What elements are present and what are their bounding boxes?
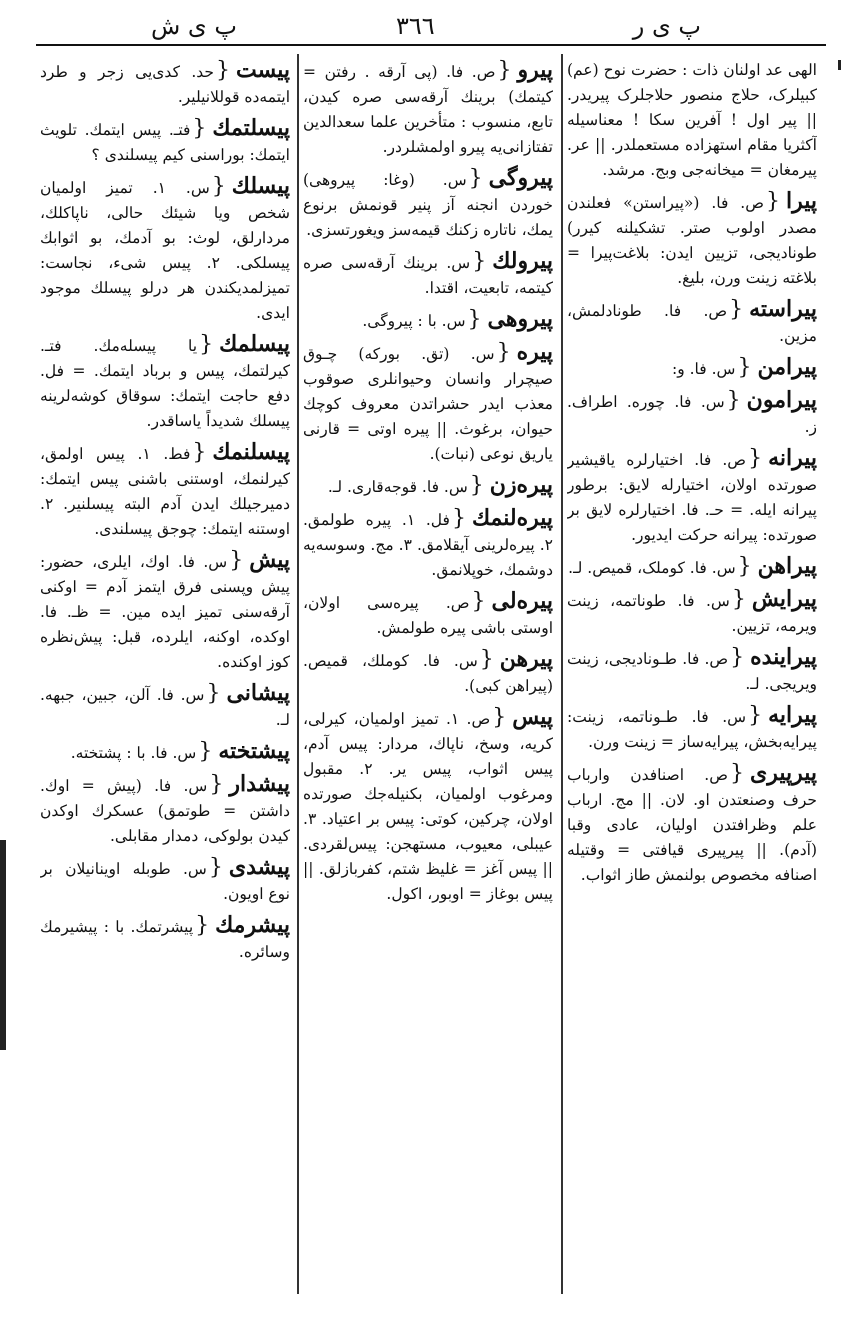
headword: پیرانه [768,445,817,471]
brace: { [468,166,483,191]
brace: { [496,340,511,365]
definition: س. فا. چوره. اطراف. ز. [567,393,817,436]
dictionary-entry [40,913,290,965]
brace: { [737,355,752,380]
headword: پیش [249,547,290,573]
definition: فط. ١. پیس اولمق، کیرلنمك، اوستنی باشنی پیس ایتمك: دمیرجیلك ایدن آدم البته پیسلنیر. ٢. اوستنه ایتمك: چوجق پیسلندی. [40,445,290,538]
dictionary-entry [40,855,290,907]
brace: { [208,855,223,880]
headword: پیست [236,58,290,83]
brace: { [492,705,507,730]
header-right-letters: پ ی ر [632,12,701,40]
brace: { [730,645,745,670]
definition: فل. ١. پیره طولمق. ٢. پیره‌لرینی آیقلامق. ٣. مج. وسوسه‌یه دوشمك، خوپلانمق. [303,511,553,579]
definition: پیشرتمك. با : پیشیرمك وسائره. [40,918,290,961]
dictionary-entry [567,355,817,382]
brace: { [737,554,752,579]
brace: { [748,446,763,471]
headword: پیشتخته [218,738,290,764]
brace: { [467,307,482,332]
headword: پیرایند‌ه [750,644,817,670]
dictionary-entry [40,739,290,766]
definition: س. فا. طوناتمه، زینت ویرمه، تزیین. [567,592,817,635]
headword: پیرو [517,58,553,83]
column-divider-right [561,54,563,1294]
column-divider-left [297,54,299,1294]
definition: فتـ. پیس ایتمك. تلویث ایتمك: بوراسنی کیم پیسلندی ؟ [40,121,290,164]
brace: { [199,332,214,357]
headword: پیرولك [492,248,553,274]
headword: پیسلمك [219,331,290,357]
column-left [40,58,290,1303]
dictionary-entry [567,446,817,548]
column-right [567,58,817,1303]
definition: ص. فا. («پیراستن» فعلندن مصدر اولوب صتر. تشکیلنه کیرر) طونادیجی، تزیین ایدن: بلاغت‌پیرا = بلاغته زینت ورن، بلیغ. [567,194,817,287]
brace: { [729,761,744,786]
headword: پیرا [785,188,817,214]
brace: { [471,589,486,614]
headword: پیراهن [757,553,817,579]
brace: { [731,587,746,612]
definition: س. طوبله اوینانیلان بر نوع اویون. [40,860,290,903]
headword: پیشرمك [215,912,290,938]
headword: پیسلك [231,173,290,199]
brace: { [198,739,213,764]
headword: پیره‌زن [489,472,553,498]
brace: { [229,548,244,573]
headword: پیره [516,339,553,365]
dictionary-entry [40,548,290,675]
headword: پیره‌لی [491,588,553,614]
definition: س. فا. اوك، ایلری، حضور: پیش وپسنی فرق ایتمز آدم = اوکنی آرقه‌سنی تمیز ایده مین. = ظـ. فا. اوکده، اوکنه، ایلرده، قبل: پیش‌نظره کوز اوکنده. [40,553,290,671]
definition: حد. کدی‌یی زجر و طرد ایتمه‌ده قوللانیلیر. [40,63,290,106]
headword: پیره‌لنمك [471,505,553,531]
dictionary-entry [303,647,553,699]
headword: پیرایش [751,586,817,612]
dictionary-entry [40,174,290,326]
dictionary-entry [567,645,817,697]
definition: ص. اصنافدن وارباب حرف وصنعتدن او. لان. || مج. ارباب علم وظرافتدن اولیان، عادی وقبا (آدم). || پیرپیری قیافتی = وقتیله اصنافه مخصوص بولنمش طاز اثواب. [567,766,817,884]
dictionary-entry [40,440,290,542]
dictionary-entry [567,703,817,755]
dictionary-entry [567,297,817,349]
definition: س. (وغا: پیروهی) خوردن انجنه آز پنیر قونمش برنوع یمك، ناتاره زکنك قیمه‌سز ویغورتسزی. [303,171,553,239]
dictionary-entry [567,587,817,639]
definition: ص. فا. اختیارلره یاقیشیر صورتده اولان، اختیارله لایق: برطور پیرانه ایله. = حـ. فا. اختیارلره لایق بر صورتده: پیرانه حرکت ایدیور. [567,451,817,544]
dictionary-entry [40,332,290,434]
definition: س. فا. کوملک، قمیص. لـ. [568,559,736,577]
dictionary-entry [567,189,817,291]
headword: پیشانی [226,680,290,706]
headword: پیرایه [768,702,817,728]
dictionary-entry [567,58,817,183]
headword: پیسلنمك [212,439,290,465]
brace: { [497,58,512,83]
dictionary-entry [303,506,553,583]
brace: { [726,388,741,413]
definition: س. فا. طـوناتمه، زینت: پیرایه‌بخش، پیرایه‌ساز = زینت ورن. [567,708,817,751]
headword: پیرامن [757,354,817,380]
dictionary-entry [40,681,290,733]
page-header [36,8,826,46]
binding-mark [0,840,6,1050]
headword: پیشدار [229,771,290,797]
definition: س. با : پیروگی. [362,312,466,330]
dictionary-entry [40,772,290,849]
dictionary-entry [40,116,290,168]
headword: پیروهی [487,306,553,332]
headword: پیروگی [488,165,553,191]
column-middle [303,58,553,1303]
headword: پیراسته [749,296,817,322]
dictionary-entry [303,307,553,334]
brace: { [472,249,487,274]
definition: س. فا. و: [671,360,736,378]
definition: س. برینك آرقه‌سی صره کیتمه، تابعیت، اقتدا. [303,254,553,297]
definition: س. فا. آلن، جبین، جبهه. لـ. [40,686,290,729]
brace: { [206,681,221,706]
brace: { [209,772,224,797]
dictionary-entry [303,589,553,641]
definition: س. فا. قوجه‌قاری. لـ. [327,478,468,496]
definition: ص. فا. طونادلمش، مزین. [567,302,817,345]
definition: س. ١. تمیز اولمیان شخص ویا شیئك حالی، ناپاکلك، مردارلق، لوث: بو آدمك، بو اثوابك پیسلکی. ٢. پیس شیء، نجاست: تمیزلمدیکندن هر درلو پیسلك موجود ایدی. [40,179,290,322]
dictionary-entry [303,705,553,907]
headword: پیشدی [228,854,290,880]
definition: یا پیسله‌مك. فتـ. کیرلتمك، پیس و برباد ایتمك. = فل. دفع حاجت ایتمك: سوقاق کوشه‌لرینه پیسلك شدیداً یاساقدر. [40,337,290,430]
definition: ص. پیره‌سی اولان، اوستی باشی پیره طولمش. [303,594,553,637]
dictionary-entry [567,761,817,888]
brace: { [479,647,494,672]
page-number: ٣٦٦ [396,12,435,40]
brace: { [195,913,210,938]
brace: { [765,189,780,214]
dictionary-entry [40,58,290,110]
definition: س. فا. کوملك، قمیص. (پیراهن کبی). [303,652,553,695]
definition: ص. فا. (پی آرقه . رفتن = کیتمك) برینك آرقه‌سی صره کیدن، تابع، منسوب : متأخرین علما سعدالدین تفتازانی‌یه پیرو اولمشلردر. [303,63,553,156]
brace: { [192,440,207,465]
definition: س. فا. (پیش = اوك. داشتن = طوتمق) عسکرك اوکدن کیدن بولوکی، دمدار مقابلی. [40,777,290,845]
brace: { [451,506,466,531]
definition: الهی عد اولنان ذات : حضرت نوح (عم) کبیلرک، حلاج منصور حلاجلرک پیریدر. || پیر اول ! آفرین سکا ! معناسیله آکثریا مقام استهزاده مستعملدر. || عر. پیرمغان = میخانه‌جی وبج. مرشد. [567,61,817,179]
headword: پیسلتمك [212,115,290,141]
margin-mark [838,60,841,70]
brace: { [729,297,744,322]
definition: س. (تق. بورکه) چـوق صیچرار وانسان وحیوانلری صوقوب معذب ایدر حشراتدن معروف کوچك حیوان، برغوث. || پیره اوتی = قارنی یاریق نوعی (نبات). [303,345,553,463]
headword: پیرهن [499,646,553,672]
dictionary-entry [303,249,553,301]
definition: س. فا. با : پشتخته. [70,744,197,762]
headword: پیس [512,704,553,730]
brace: { [469,473,484,498]
brace: { [192,116,207,141]
brace: { [216,58,230,83]
dictionary-entry [303,58,553,160]
brace: { [748,703,763,728]
headword: پیرپیری [749,760,817,786]
definition: ص. فا. طـونادیجی، زینت ویریجی. لـ. [567,650,817,693]
dictionary-entry [567,554,817,581]
headword: پیرامون [746,387,817,413]
header-left-letters: پ ی ش [151,12,237,40]
dictionary-entry [567,388,817,440]
dictionary-entry [303,340,553,467]
brace: { [211,174,226,199]
definition: ص. ١. تمیز اولمیان، کیرلی، کریه، وسخ، ناپاك، مردار: پیس آدم، پیس اثواب، پیس یر. ٢. مقبول ومرغوب اولمیان، بکنیله‌جك صورتده اولان، چرکین، کوتی: پیس بر اعتیاد. ٣. عیبلی، معیوب، مستهجن: پیس‌لقردی. || پیس آغز = غلیظ شتم، کفربازلق. || پیس بوغاز = اوبور، اکول. [303,710,553,903]
dictionary-entry [303,166,553,243]
dictionary-entry [303,473,553,500]
